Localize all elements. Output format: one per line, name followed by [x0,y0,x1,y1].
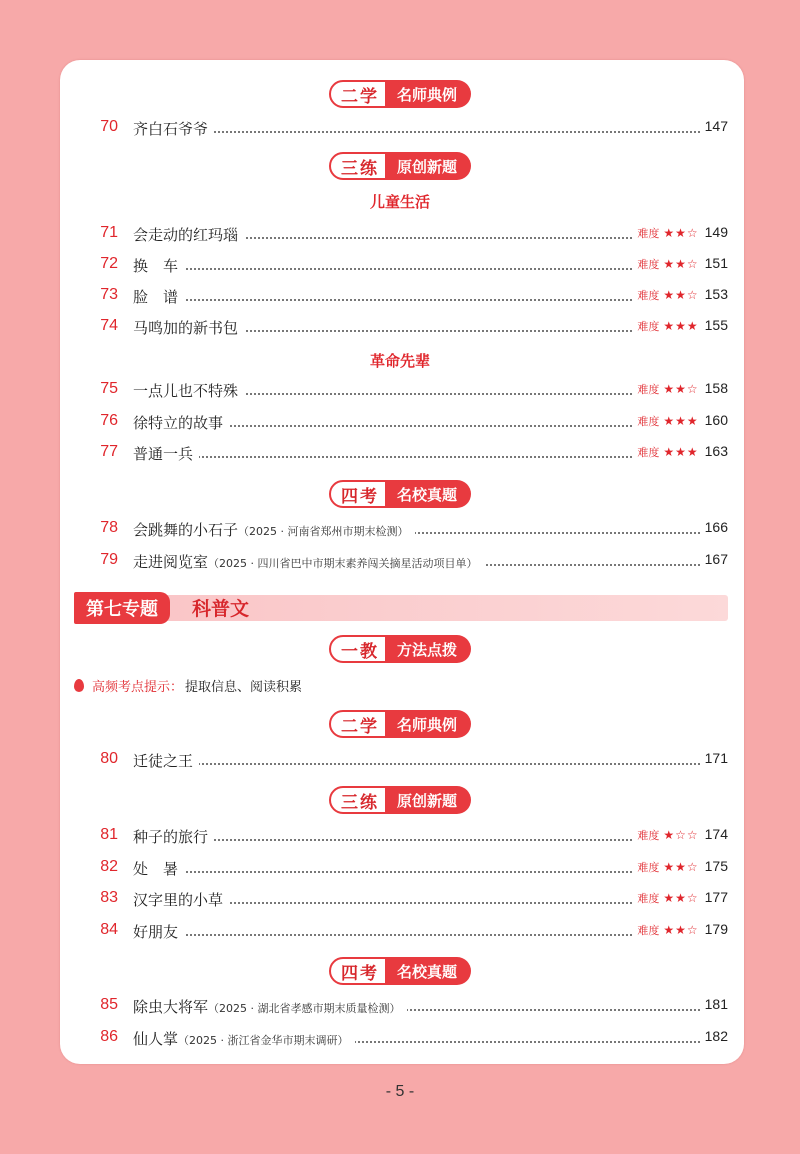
toc-row[interactable] [0,889,800,913]
toc-row[interactable] [0,996,800,1020]
lesson-number: 72 [100,255,118,272]
lesson-number: 84 [100,921,118,938]
lesson-title: 会跳舞的小石子（2025 · 河南省郑州市期末检测） [133,519,415,540]
difficulty-label: 难度 [637,830,660,842]
lesson-number: 83 [100,889,118,906]
page-number: 158 [704,380,728,396]
section-header [0,151,800,181]
row-right [633,255,728,272]
lesson-title: 马鸣加的新书包 [133,317,244,338]
page-number: 171 [704,750,728,766]
difficulty-label: 难度 [637,862,660,874]
difficulty-stars: ★★★ [663,414,699,428]
section-title: 原创新题 [387,786,471,814]
page-number: 167 [704,551,728,567]
row-right [701,519,728,535]
page-footer: - 5 - [385,1083,415,1100]
difficulty-label: 难度 [637,290,660,302]
lesson-title: 换 车 [133,255,184,276]
difficulty-stars: ★★★ [663,445,699,459]
toc-row[interactable] [0,317,800,341]
page-number: 179 [704,921,728,937]
tip-text: 提取信息、阅读积累 [185,680,303,695]
lesson-number: 77 [100,443,118,460]
section-title: 名师典例 [387,710,471,738]
lesson-title: 脸 谱 [133,286,184,307]
row-right [701,118,728,134]
section-header [0,785,800,815]
difficulty-stars: ★★☆ [663,257,699,271]
lesson-title: 除虫大将军（2025 · 湖北省孝感市期末质量检测） [133,996,407,1017]
page-number: 149 [704,224,728,240]
difficulty-label: 难度 [637,384,660,396]
lesson-title: 处 暑 [133,858,184,879]
page-number: 166 [704,519,728,535]
row-right [633,286,728,303]
page-number: 181 [704,996,728,1012]
chapter-name: 科普文 [192,598,250,620]
toc-row[interactable] [0,443,800,467]
row-right [633,443,728,460]
row-right [701,750,728,766]
toc-row[interactable] [0,286,800,310]
lesson-number: 82 [100,858,118,875]
lesson-title: 仙人掌（2025 · 浙江省金华市期末调研） [133,1028,355,1049]
lesson-title: 普通一兵 [133,443,199,464]
row-right [633,317,728,334]
leader-dots [133,299,700,301]
toc-row[interactable] [0,255,800,279]
lesson-number: 78 [100,519,118,536]
lesson-number: 81 [100,826,118,843]
row-right [633,380,728,397]
page-number: 155 [704,317,728,333]
section-tag: 二学 [329,710,387,738]
page-number: 175 [704,858,728,874]
leader-dots [133,131,700,133]
page-number: 182 [704,1028,728,1044]
toc-row[interactable] [0,551,800,575]
difficulty-stars: ★☆☆ [663,828,699,842]
difficulty-label: 难度 [637,925,660,937]
lesson-title: 种子的旅行 [133,826,214,847]
section-header [0,79,800,109]
page-number: 163 [704,443,728,459]
page-number: 147 [704,118,728,134]
toc-row[interactable] [0,412,800,436]
lesson-number: 71 [100,224,118,241]
row-right [633,224,728,241]
toc-row[interactable] [0,380,800,404]
section-pill [329,480,471,508]
section-header [0,956,800,986]
difficulty-stars: ★★☆ [663,382,699,396]
subheading: 革命先辈 [369,352,430,370]
exam-source: （2025 · 浙江省金华市期末调研） [178,1034,349,1047]
difficulty-stars: ★★☆ [663,860,699,874]
difficulty-label: 难度 [637,259,660,271]
section-pill [329,710,471,738]
page-number: 153 [704,286,728,302]
row-right [633,412,728,429]
lesson-title: 走进阅览室（2025 · 四川省巴中市期末素养闯关摘星活动项目单） [133,551,484,572]
section-header [0,634,800,664]
leader-dots [133,268,700,270]
leader-dots [133,934,700,936]
difficulty-label: 难度 [637,447,660,459]
leader-dots [133,871,700,873]
section-tag: 四考 [329,480,387,508]
row-right [701,1028,728,1044]
lesson-title: 迁徒之王 [133,750,199,771]
lesson-title: 一点儿也不特殊 [133,380,244,401]
section-pill [329,80,471,108]
chapter-header [74,592,728,624]
row-right [633,889,728,906]
leader-dots [133,763,700,765]
section-tag: 三练 [329,152,387,180]
lesson-number: 85 [100,996,118,1013]
lesson-title: 会走动的红玛瑙 [133,224,244,245]
section-title: 名师典例 [387,80,471,108]
toc-row[interactable] [0,750,800,774]
section-tag: 四考 [329,957,387,985]
section-title: 名校真题 [387,957,471,985]
page-number: 160 [704,412,728,428]
difficulty-stars: ★★☆ [663,288,699,302]
row-right [633,826,728,843]
chapter-number: 第七专题 [74,592,170,624]
difficulty-stars: ★★☆ [663,923,699,937]
section-tag: 一教 [329,635,387,663]
difficulty-stars: ★★☆ [663,891,699,905]
toc-row[interactable] [0,858,800,882]
leader-dots [133,456,700,458]
exam-source: （2025 · 湖北省孝感市期末质量检测） [208,1002,401,1015]
tip-line [74,676,302,695]
tip-label: 高频考点提示： [92,680,184,695]
difficulty-stars: ★★★ [663,319,699,333]
flame-icon [74,679,84,692]
leader-dots [133,839,700,841]
lesson-number: 74 [100,317,118,334]
row-right [633,858,728,875]
page-number: 174 [704,826,728,842]
row-right [633,921,728,938]
section-pill [329,635,471,663]
section-tag: 三练 [329,786,387,814]
section-pill [329,152,471,180]
toc-row[interactable] [0,224,800,248]
toc-row[interactable] [0,118,800,142]
page-number: 151 [704,255,728,271]
exam-source: （2025 · 四川省巴中市期末素养闯关摘星活动项目单） [208,557,478,570]
lesson-number: 75 [100,380,118,397]
exam-source: （2025 · 河南省郑州市期末检测） [238,525,409,538]
section-header [0,709,800,739]
lesson-number: 76 [100,412,118,429]
section-pill [329,786,471,814]
difficulty-label: 难度 [637,893,660,905]
difficulty-label: 难度 [637,321,660,333]
lesson-number: 80 [100,750,118,767]
lesson-number: 70 [100,118,118,135]
chapter-bar [74,595,728,621]
toc-row[interactable] [0,519,800,543]
lesson-number: 86 [100,1028,118,1045]
difficulty-label: 难度 [637,416,660,428]
section-header [0,479,800,509]
lesson-number: 79 [100,551,118,568]
lesson-title: 徐特立的故事 [133,412,229,433]
lesson-title: 好朋友 [133,921,184,942]
lesson-title: 汉字里的小草 [133,889,229,910]
difficulty-stars: ★★☆ [663,226,699,240]
page-number: 177 [704,889,728,905]
toc-row[interactable] [0,1028,800,1052]
section-tag: 二学 [329,80,387,108]
section-title: 名校真题 [387,480,471,508]
subheading: 儿童生活 [369,193,430,211]
difficulty-label: 难度 [637,228,660,240]
lesson-title: 齐白石爷爷 [133,118,214,139]
section-pill [329,957,471,985]
toc-row[interactable] [0,921,800,945]
row-right [701,996,728,1012]
section-title: 原创新题 [387,152,471,180]
row-right [701,551,728,567]
lesson-number: 73 [100,286,118,303]
section-title: 方法点拨 [387,635,471,663]
toc-row[interactable] [0,826,800,850]
